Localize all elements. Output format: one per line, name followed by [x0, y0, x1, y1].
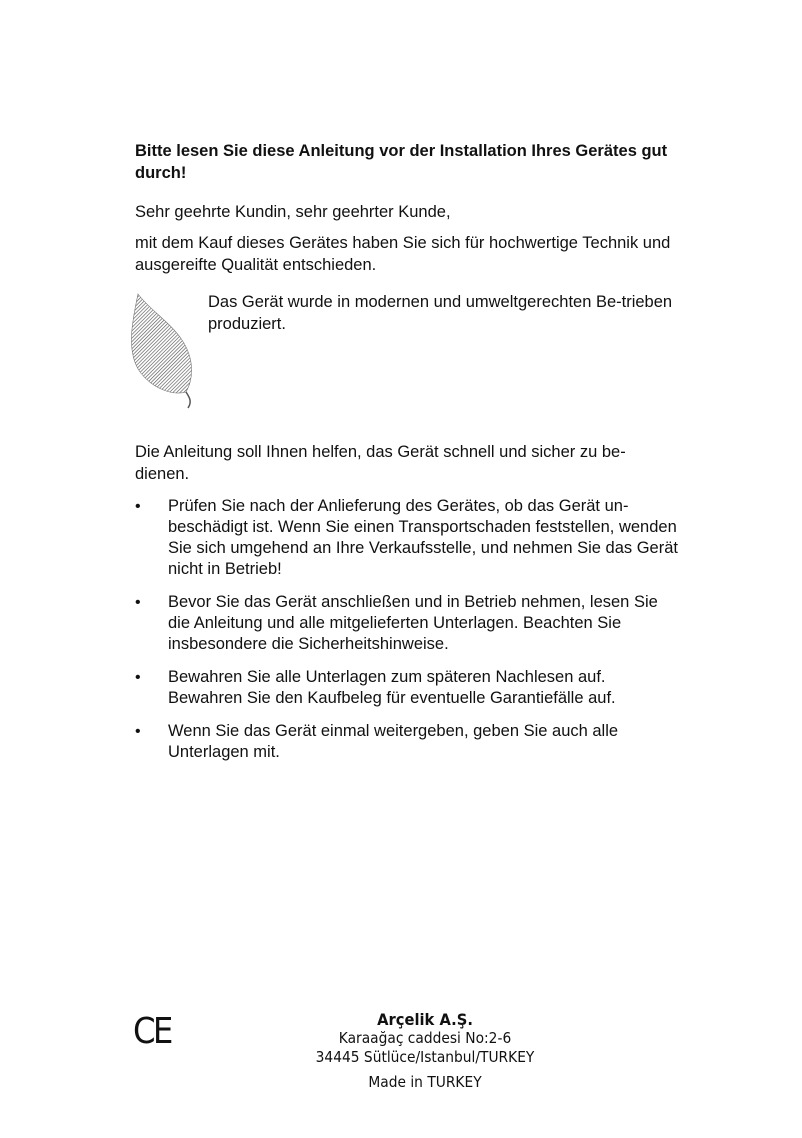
page-heading: Bitte lesen Sie diese Anleitung vor der Installation Ihres Gerätes gut durch!: [135, 142, 668, 182]
bullet-icon: •: [135, 498, 141, 515]
list-item: [135, 592, 680, 655]
company-name: Arçelik A.Ş.: [377, 1010, 473, 1029]
list-item-text: Bevor Sie das Gerät anschließen und in Betrieb nehmen, lesen Sie die Anleitung und alle mitgelieferten Unterlagen. Beachten Sie insbesondere die Sicherheitshinweise.: [168, 593, 658, 653]
address-street: Karaağaç caddesi No:2-6: [338, 1029, 512, 1047]
bullet-icon: •: [135, 594, 141, 611]
made-in-text: Made in TURKEY: [368, 1073, 482, 1091]
bullet-icon: •: [135, 723, 141, 740]
address-city: 34445 Sütlüce/Istanbul/TURKEY: [315, 1048, 535, 1066]
list-item: [135, 721, 680, 763]
guide-text: Die Anleitung soll Ihnen helfen, das Gerät schnell und sicher zu be-dienen.: [135, 443, 626, 483]
manufacturer-address: [301, 1010, 549, 1092]
instruction-list: [135, 496, 680, 775]
list-item: [135, 496, 680, 580]
list-item-text: Prüfen Sie nach der Anlieferung des Gerätes, ob das Gerät un-beschädigt ist. Wenn Sie einen Transportschaden feststellen, wenden Sie sich umgehend an Ihre Verkaufsstelle, und nehmen Sie das Gerät nicht in Betrieb!: [168, 497, 678, 578]
intro-text: mit dem Kauf dieses Gerätes haben Sie sich für hochwertige Technik und ausgereifte Qualität entschieden.: [135, 234, 671, 274]
list-item: [135, 667, 680, 709]
leaf-icon: [128, 292, 200, 410]
list-item-text: Wenn Sie das Gerät einmal weitergeben, geben Sie auch alle Unterlagen mit.: [168, 722, 619, 761]
eco-note-text: Das Gerät wurde in modernen und umweltgerechten Be-trieben produziert.: [208, 293, 673, 333]
bullet-icon: •: [135, 669, 141, 686]
greeting-text: Sehr geehrte Kundin, sehr geehrter Kunde,: [135, 203, 451, 221]
ce-mark-logo: CE: [133, 1011, 171, 1052]
list-item-text: Bewahren Sie alle Unterlagen zum späteren Nachlesen auf. Bewahren Sie den Kaufbeleg für eventuelle Garantiefälle auf.: [168, 668, 616, 707]
